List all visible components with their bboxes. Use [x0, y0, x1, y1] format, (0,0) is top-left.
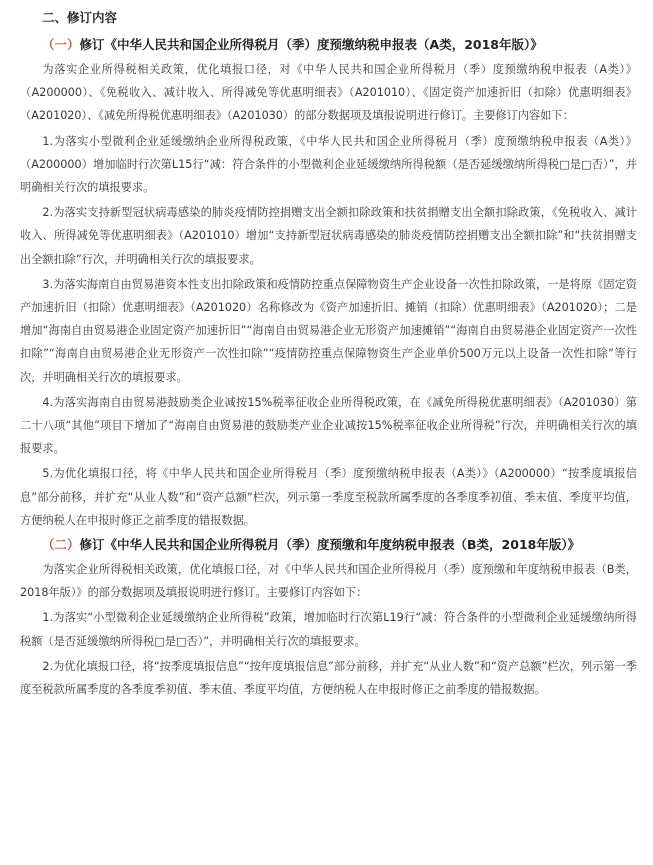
part1-heading: [42, 34, 637, 56]
part1-item-5: 5.为优化填报口径，将《中华人民共和国企业所得税月（季）度预缴纳税申报表（A类）》（A200000）“按季度填报信息”部分前移，并扩充“从业人数”和“资产总额”栏次，列示第一季度至税款所属季度的各季度季初值、季末值、季度平均值，方便纳税人在申报时修正之前季度的错报数据。: [20, 467, 637, 527]
part1-number: （一）: [42, 37, 80, 52]
part1-title: 修订《中华人民共和国企业所得税月（季）度预缴纳税申报表（A类，2018年版）》: [79, 37, 543, 52]
part2-number: （二）: [42, 537, 80, 553]
part1-item-1: 1.为落实小型微利企业延缓缴纳企业所得税政策，《中华人民共和国企业所得税月（季）度预缴纳税申报表（A类）》（A200000）增加临时行次第L15行“减：符合条件的小型微利企业延缓缴纳所得税额（是否延缓缴纳所得税□是□否）”，并明确相关行次的填报要求。: [20, 134, 637, 195]
part1-item-3: 3.为落实海南自由贸易港资本性支出扣除政策和疫情防控重点保障物资生产企业设备一次性扣除政策，一是将原《固定资产加速折旧（扣除）优惠明细表》（A201020）名称修改为《资产加速折旧、摊销（扣除）优惠明细表》（A201020）；二是增加“海南自由贸易港企业固定资产加速折旧”“海南自由贸易港企业无形资产加速摊销”“海南自由贸易港企业固定资产一次性扣除”“海南自由贸易港企业无形资产一次性扣除”“疫情防控重点保障物资生产企业单价500万元以上设备一次性扣除”等行次，并明确相关行次的填报要求。: [20, 277, 637, 384]
part2-item-1: 1.为落实“小型微利企业延缓缴纳企业所得税”政策，增加临时行次第L19行“减：符合条件的小型微利企业延缓缴纳所得税额（是否延缓缴纳所得税□是□否）”，并明确相关行次的填报要求。: [20, 611, 637, 648]
part1-item-2: 2.为落实支持新型冠状病毒感染的肺炎疫情防控捐赠支出全额扣除政策和扶贫捐赠支出全额扣除政策，《免税收入、减计收入、所得减免等优惠明细表》（A201010）增加“支持新型冠状病毒感染的肺炎疫情防控捐赠支出全额扣除”和“扶贫捐赠支出全额扣除”行次，并明确相关行次的填报要求。: [20, 206, 637, 266]
part2-title: 修订《中华人民共和国企业所得税月（季）度预缴和年度纳税申报表（B类，2018年版）》: [79, 537, 581, 553]
part2-item-2: 2.为优化填报口径，将“按季度填报信息”“按年度填报信息”部分前移，并扩充“从业人数”和“资产总额”栏次，列示第一季度至税款所属季度的各季度季初值、季末值、季度平均值，方便纳税人在申报时修正之前季度的错报数据。: [20, 659, 637, 697]
section-heading: 二、修订内容: [42, 10, 118, 25]
part1-intro: 为落实企业所得税相关政策，优化填报口径，对《中华人民共和国企业所得税月（季）度预缴纳税申报表（A类）》（A200000）、《免税收入、减计收入、所得减免等优惠明细表》（A201010）、《固定资产加速折旧（扣除）优惠明细表》（A201020）、《减免所得税优惠明细表》（A201030）的部分数据项及填报说明进行修订。主要修订内容如下：: [20, 63, 637, 123]
part2-intro: 为落实企业所得税相关政策，优化填报口径，对《中华人民共和国企业所得税月（季）度预缴和年度纳税申报表（B类，2018年版）》的部分数据项及填报说明进行修订。主要修订内容如下：: [20, 563, 637, 600]
part1-item-4: 4.为落实海南自由贸易港鼓励类企业减按15%税率征收企业所得税政策，在《减免所得税优惠明细表》（A201030）第二十八项“其他”项目下增加了“海南自由贸易港的鼓励类产业企业减按15%税率征收企业所得税”行次，并明确相关行次的填报要求。: [20, 395, 637, 456]
part2-heading: [42, 534, 637, 556]
